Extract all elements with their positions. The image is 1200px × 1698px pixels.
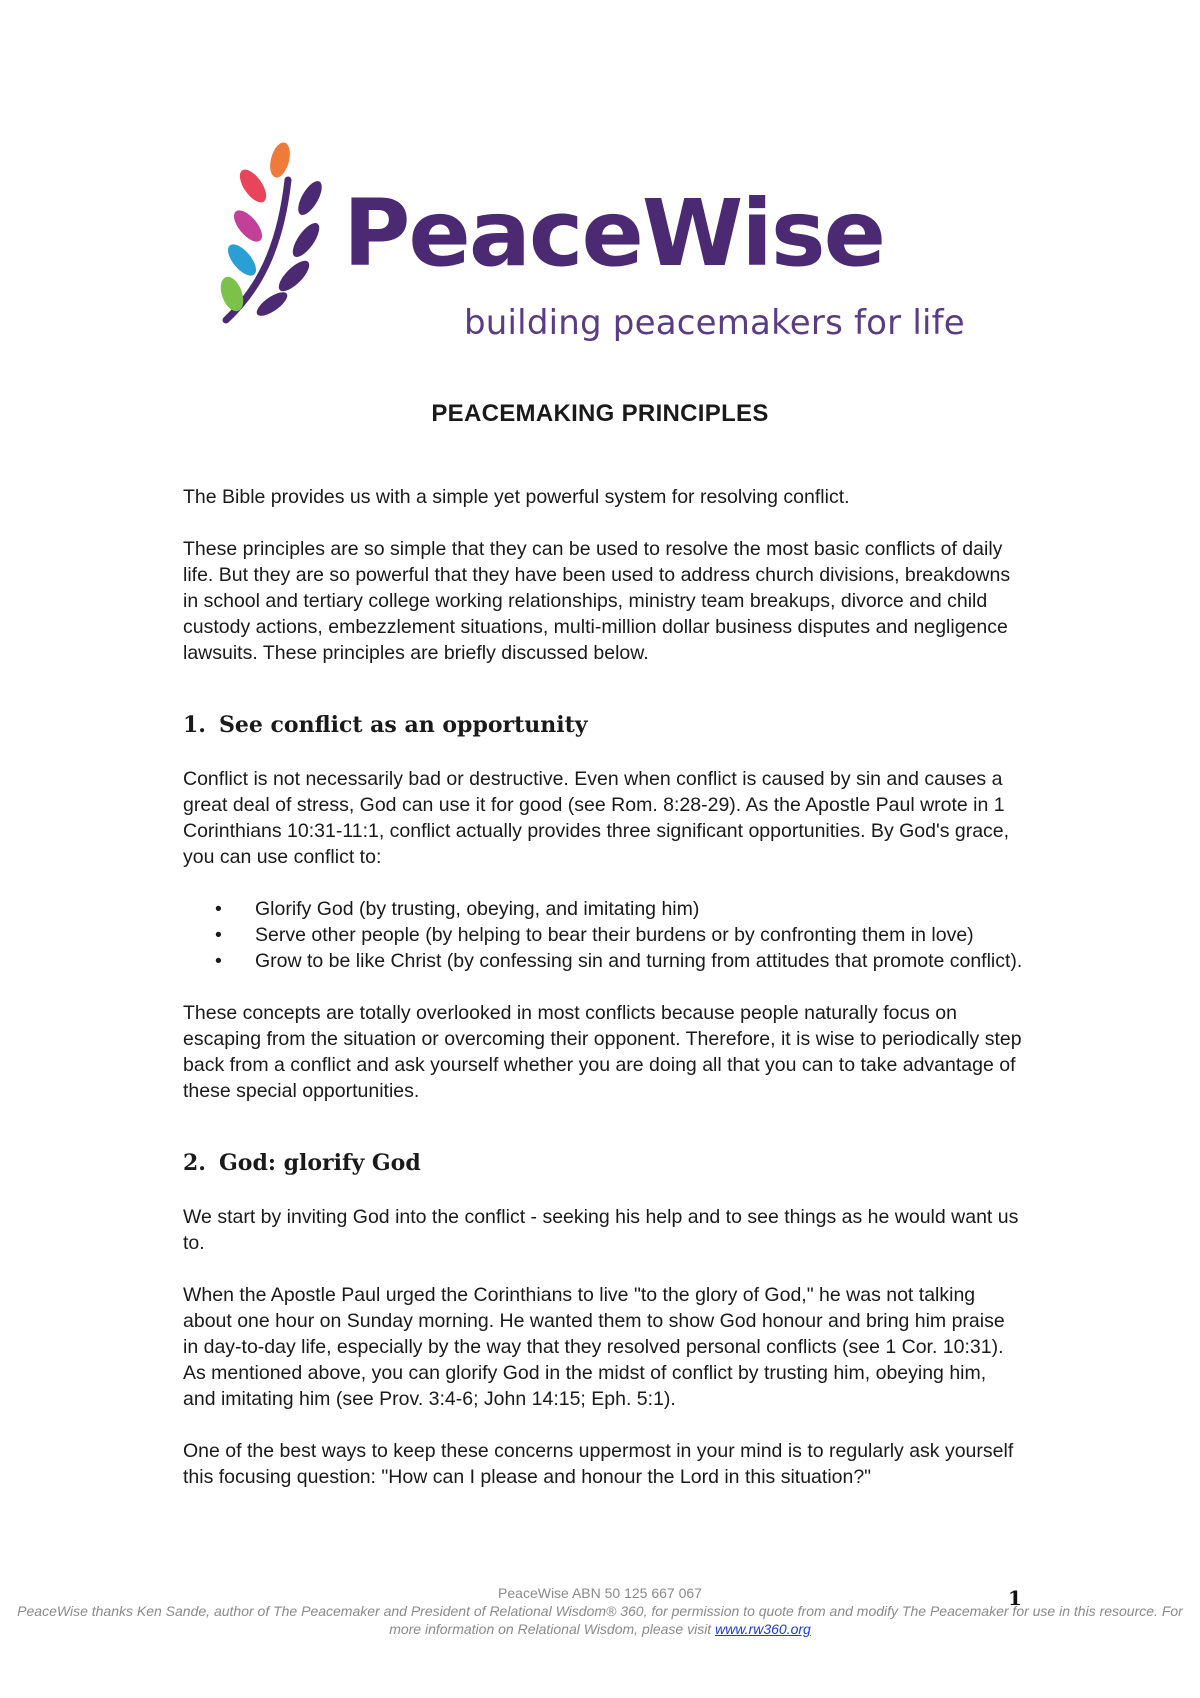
- leaf-red: [235, 165, 272, 206]
- logo-tagline: building peacemakers for life: [464, 303, 965, 343]
- footer-thanks-text: PeaceWise thanks Ken Sande, author of The Peacemaker and President of Relational Wisdom® 360, for permission to quote from and modify The Peacemaker for use in this resource. For more information on Relational Wisdom, please visit: [17, 1603, 1183, 1637]
- olive-branch-icon: [218, 140, 328, 325]
- document-body: [183, 484, 1023, 1516]
- section-1-number: 1.: [183, 712, 206, 738]
- section-2-paragraph-3: One of the best ways to keep these concerns uppermost in your mind is to regularly ask yourself this focusing question: "How can I please and honour the Lord in this situation?": [183, 1440, 1014, 1488]
- logo-wordmark: PeaceWise: [343, 180, 885, 287]
- page-number: 1: [1008, 1586, 1022, 1610]
- section-2-paragraph-2: When the Apostle Paul urged the Corinthians to live "to the glory of God," he was not talking about one hour on Sunday morning. He wanted them to show God honour and bring him praise in day-to-day life, especially by the way that they resolved personal conflicts (see 1 Cor. 10:31). As mentioned above, you can glorify God in the midst of conflict by trusting him, obeying him, and imitating him (see Prov. 3:4-6; John 14:15; Eph. 5:1).: [183, 1284, 1005, 1410]
- section-1-heading: [183, 710, 1023, 740]
- document-title: PEACEMAKING PRINCIPLES: [431, 400, 769, 427]
- section-1-title: See conflict as an opportunity: [219, 712, 588, 738]
- section-2-number: 2.: [183, 1150, 206, 1176]
- section-2-title: God: glorify God: [219, 1150, 421, 1176]
- section-2-heading: [183, 1148, 1023, 1178]
- section-1-paragraph-2: These concepts are totally overlooked in most conflicts because people naturally focus on escaping from the situation or overcoming their opponent. Therefore, it is wise to periodically step back from a conflict and ask yourself whether you are doing all that you can to take advantage of these special opportunities.: [183, 1002, 1022, 1102]
- peacewise-logo: [218, 140, 998, 355]
- list-item: • Serve other people (by helping to bear their burdens or by confronting them in love): [183, 922, 1023, 948]
- leaf-orange: [267, 140, 294, 179]
- footer-abn: PeaceWise ABN 50 125 667 067: [498, 1585, 702, 1601]
- leaf-green: [218, 274, 248, 315]
- section-1-paragraph-1: Conflict is not necessarily bad or destructive. Even when conflict is caused by sin and causes a great deal of stress, God can use it for good (see Rom. 8:28-29). As the Apostle Paul wrote in 1 Corinthians 10:31-11:1, conflict actually provides three significant opportunities. By God's grace, you can use conflict to:: [183, 768, 1010, 868]
- section-2-paragraph-1: We start by inviting God into the conflict - seeking his help and to see things as he would want us to.: [183, 1206, 1019, 1254]
- leaf-magenta: [229, 206, 267, 247]
- intro-paragraph-1: The Bible provides us with a simple yet powerful system for resolving conflict.: [183, 486, 850, 508]
- leaf-blue: [223, 240, 261, 281]
- list-item: • Grow to be like Christ (by confessing sin and turning from attitudes that promote conflict).: [183, 948, 1023, 974]
- rw360-link[interactable]: www.rw360.org: [715, 1621, 811, 1637]
- intro-paragraph-2: These principles are so simple that they can be used to resolve the most basic conflicts of daily life. But they are so powerful that they have been used to address church divisions, breakdowns in school and tertiary college working relationships, ministry team breakups, divorce and child custody actions, embezzlement situations, multi-million dollar business disputes and negligence lawsuits. These principles are briefly discussed below.: [183, 538, 1011, 664]
- list-item: • Glorify God (by trusting, obeying, and imitating him): [183, 896, 1023, 922]
- opportunities-list: [183, 896, 1023, 974]
